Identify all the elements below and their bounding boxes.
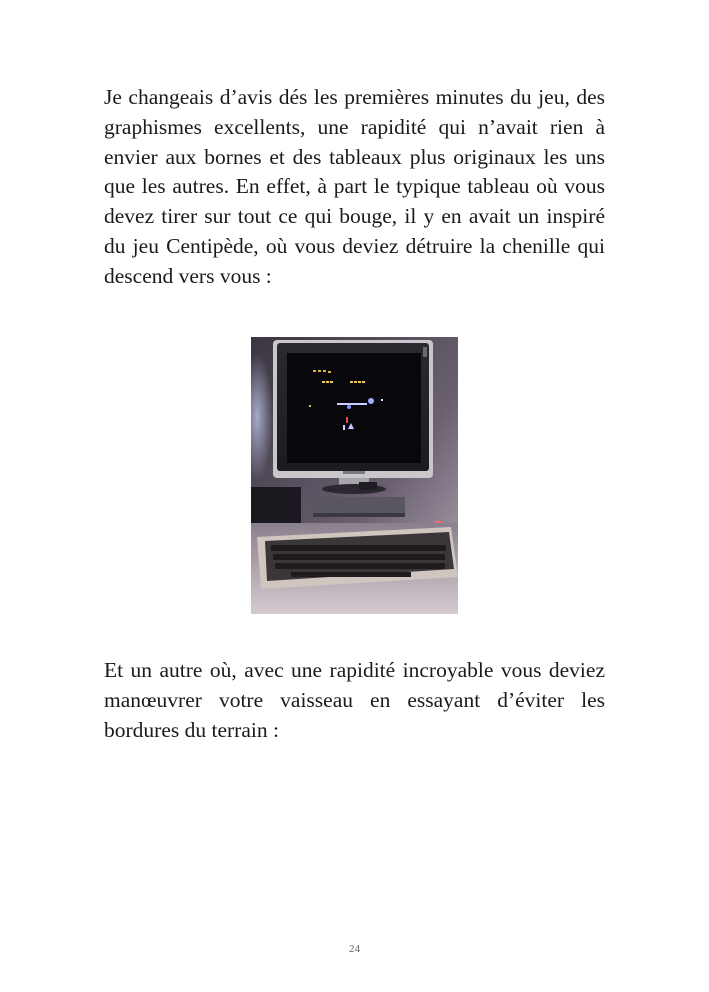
- photo-monitor-game: [251, 337, 458, 614]
- game-screen: [287, 353, 421, 463]
- paragraph-second: Et un autre où, avec une rapidité incroyable vous deviez manœuvrer votre vaisseau en essayant d’éviter les bordures du terrain :: [104, 658, 605, 742]
- paragraph-intro: Je changeais d’avis dés les premières minutes du jeu, des graphismes excellents, une rapidité qui n’avait rien à envier aux bornes et des tableaux plus originaux les uns que les autres. En effet, à part le typique tableau où vous devez tirer sur tout ce qui bouge, il y en avait un inspiré du jeu Centipède, où vous deviez détruire la chenille qui descend vers vous :: [104, 85, 605, 288]
- page-number: 24: [349, 943, 360, 955]
